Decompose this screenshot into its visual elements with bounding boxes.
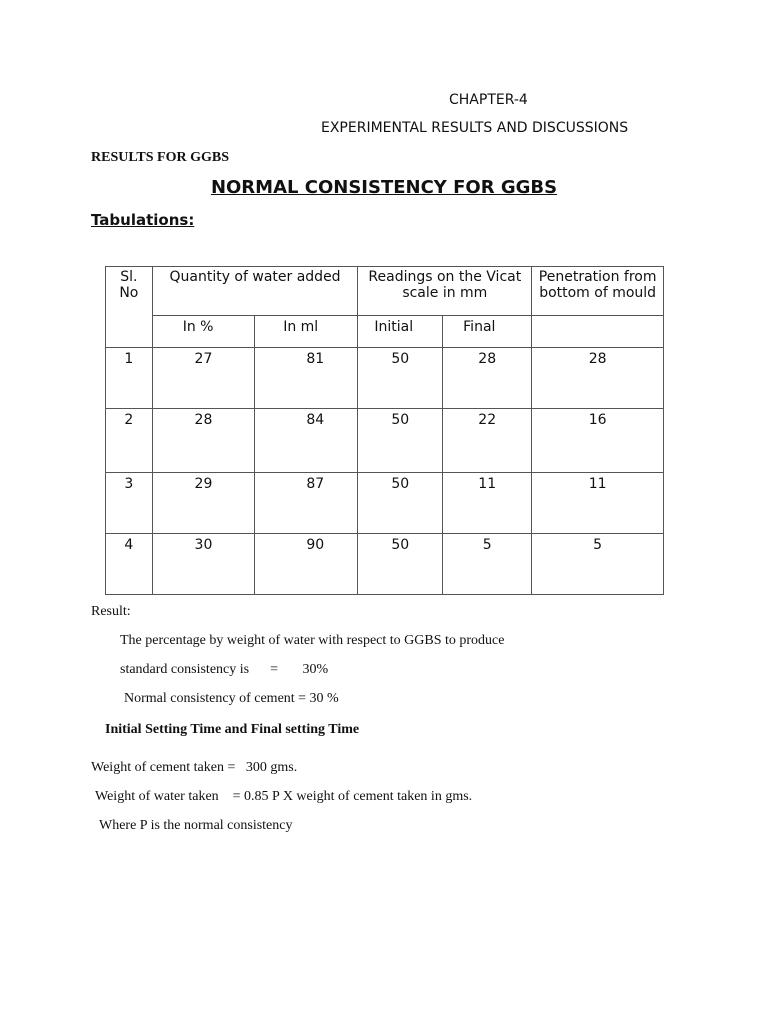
cell-sl: 4: [106, 534, 153, 595]
cell-ml: 87: [255, 473, 358, 534]
weight-cement-line: Weight of cement taken = 300 gms.: [91, 760, 298, 775]
header-sl-no: Sl. No: [106, 267, 153, 348]
cell-ml: 81: [255, 348, 358, 409]
table-row: [106, 348, 664, 409]
header-final: Final: [443, 316, 532, 348]
cell-initial: 50: [358, 409, 443, 473]
consistency-table: [105, 266, 664, 595]
cell-penetration: 11: [532, 473, 664, 534]
cell-ml: 84: [255, 409, 358, 473]
header-quantity: Quantity of water added: [152, 267, 358, 316]
table-row: [106, 473, 664, 534]
cell-ml: 90: [255, 534, 358, 595]
table-subheader-row: [106, 316, 664, 348]
chapter-label: CHAPTER-4: [449, 92, 528, 108]
cell-pct: 30: [152, 534, 255, 595]
result-text-line: Normal consistency of cement = 30 %: [124, 691, 339, 706]
header-in-ml: In ml: [255, 316, 358, 348]
cell-initial: 50: [358, 348, 443, 409]
cell-final: 28: [443, 348, 532, 409]
table-row: [106, 409, 664, 473]
cell-final: 5: [443, 534, 532, 595]
cell-final: 22: [443, 409, 532, 473]
cell-penetration: 5: [532, 534, 664, 595]
cell-sl: 1: [106, 348, 153, 409]
cell-sl: 2: [106, 409, 153, 473]
tabulations-heading: Tabulations:: [91, 211, 195, 229]
header-in-pct: In %: [152, 316, 255, 348]
chapter-subtitle: EXPERIMENTAL RESULTS AND DISCUSSIONS: [321, 120, 629, 136]
result-label: Result:: [91, 604, 131, 619]
cell-pct: 29: [152, 473, 255, 534]
header-penetration: Penetration from bottom of mould: [532, 267, 664, 316]
table-header-row: [106, 267, 664, 316]
where-p-line: Where P is the normal consistency: [99, 818, 293, 833]
header-readings: Readings on the Vicat scale in mm: [358, 267, 532, 316]
header-initial: Initial: [358, 316, 443, 348]
cell-initial: 50: [358, 473, 443, 534]
cell-initial: 50: [358, 534, 443, 595]
header-blank: [532, 316, 664, 348]
cell-sl: 3: [106, 473, 153, 534]
cell-final: 11: [443, 473, 532, 534]
cell-penetration: 28: [532, 348, 664, 409]
table-row: [106, 534, 664, 595]
setting-time-heading: Initial Setting Time and Final setting Time: [105, 722, 360, 737]
result-text-line: standard consistency is = 30%: [120, 662, 329, 677]
cell-penetration: 16: [532, 409, 664, 473]
cell-pct: 27: [152, 348, 255, 409]
weight-water-line: Weight of water taken = 0.85 P X weight of cement taken in gms.: [95, 789, 473, 804]
result-text-line: The percentage by weight of water with respect to GGBS to produce: [120, 633, 505, 648]
cell-pct: 28: [152, 409, 255, 473]
page-title: NORMAL CONSISTENCY FOR GGBS: [210, 177, 558, 198]
results-heading: RESULTS FOR GGBS: [91, 150, 229, 165]
